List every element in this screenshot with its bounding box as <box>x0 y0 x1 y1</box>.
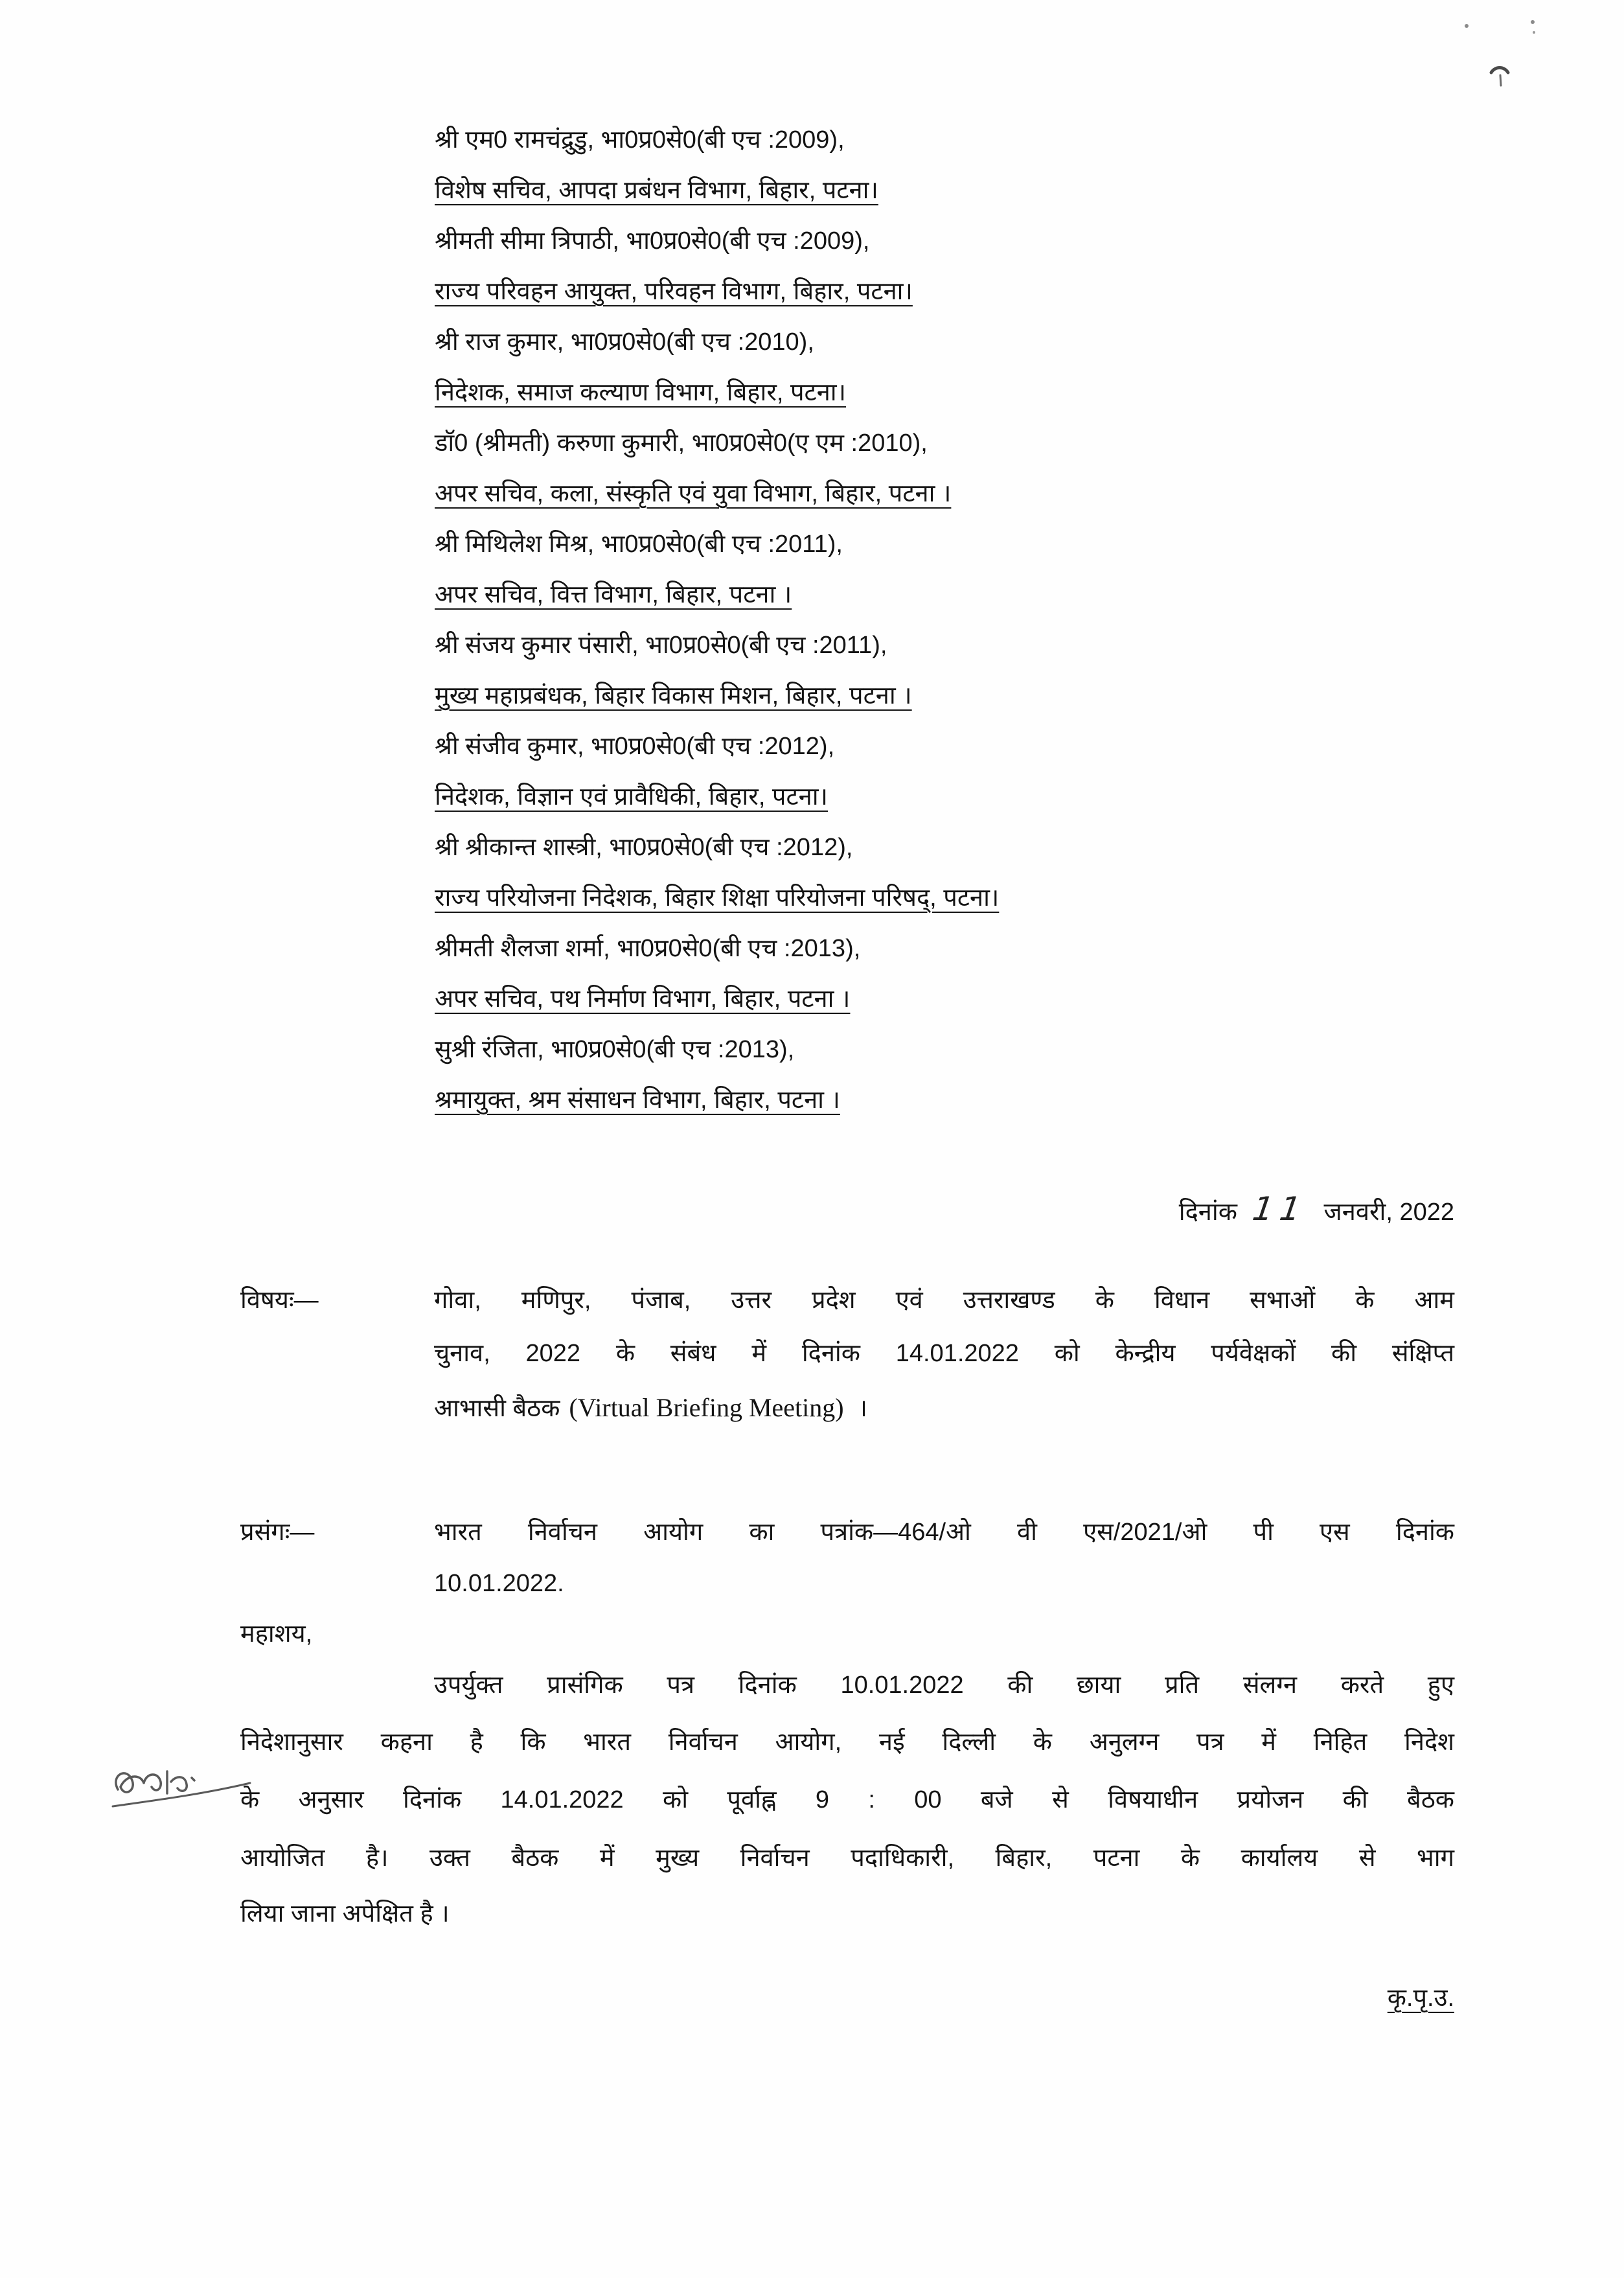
recipient-designation: राज्य परियोजना निदेशक, बिहार शिक्षा परियोजना परिषद्, पटना। <box>435 884 1000 912</box>
recipient-designation: अपर सचिव, वित्त विभाग, बिहार, पटना । <box>435 581 792 608</box>
recipient-name: श्री एम0 रामचंद्रुडु, भा0प्र0से0(बी एच :2009), <box>435 126 845 154</box>
subject-full-stop: । <box>858 1395 867 1422</box>
scan-speck-marks <box>1451 10 1548 101</box>
recipient-designation: राज्य परिवहन आयुक्त, परिवहन विभाग, बिहार, पटना। <box>435 278 913 305</box>
body-line: आयोजित है। उक्त बैठक में मुख्य निर्वाचन पदाधिकारी, बिहार, पटना के कार्यालय से भाग <box>240 1845 1454 1872</box>
handwritten-initials-signature <box>104 1749 253 1827</box>
date-label: दिनांक <box>1178 1199 1237 1226</box>
please-turn-over-note: कृ.पृ.उ. <box>1387 1985 1454 2012</box>
recipient-designation: निदेशक, समाज कल्याण विभाग, बिहार, पटना। <box>435 379 847 406</box>
body-line: उपर्युक्त प्रासंगिक पत्र दिनांक 10.01.2022 की छाया प्रति संलग्न करते हुए <box>434 1672 1454 1699</box>
recipient-name: श्री संजय कुमार पंसारी, भा0प्र0से0(बी एच :2011), <box>435 632 887 659</box>
recipient-designation: अपर सचिव, पथ निर्माण विभाग, बिहार, पटना । <box>435 985 851 1013</box>
letter-date <box>1179 1186 1454 1232</box>
recipient-name: श्रीमती सीमा त्रिपाठी, भा0प्र0से0(बी एच :2009), <box>435 227 870 255</box>
reference-line: 10.01.2022. <box>434 1570 564 1597</box>
recipient-name: सुश्री रंजिता, भा0प्र0से0(बी एच :2013), <box>435 1036 795 1063</box>
subject-english-term: (Virtual Briefing Meeting) <box>569 1393 844 1422</box>
body-line: के अनुसार दिनांक 14.01.2022 को पूर्वाह्न 9 : 00 बजे से विषयाधीन प्रयोजन की बैठक <box>240 1786 1454 1813</box>
recipient-name: श्री संजीव कुमार, भा0प्र0से0(बी एच :2012), <box>435 733 835 760</box>
subject-line: गोवा, मणिपुर, पंजाब, उत्तर प्रदेश एवं उत्तराखण्ड के विधान सभाओं के आम <box>434 1287 1454 1314</box>
body-line: निदेशानुसार कहना है कि भारत निर्वाचन आयोग, नई दिल्ली के अनुलग्न पत्र में निहित निदेश <box>240 1729 1454 1756</box>
reference-label: प्रसंगः— <box>240 1519 315 1546</box>
salutation: महाशय, <box>240 1620 313 1648</box>
date-month-year: जनवरी, 2022 <box>1323 1199 1454 1226</box>
recipient-designation: मुख्य महाप्रबंधक, बिहार विकास मिशन, बिहार, पटना । <box>435 682 912 709</box>
subject-line: चुनाव, 2022 के संबंध में दिनांक 14.01.2022 को केन्द्रीय पर्यवेक्षकों की संक्षिप्त <box>434 1340 1454 1367</box>
recipient-designation: श्रमायुक्त, श्रम संसाधन विभाग, बिहार, पटना । <box>435 1087 840 1114</box>
recipient-designation: अपर सचिव, कला, संस्कृति एवं युवा विभाग, बिहार, पटना । <box>435 480 952 507</box>
date-day-handwritten: 11 <box>1250 1190 1310 1228</box>
subject-label: विषयः— <box>240 1287 319 1314</box>
recipient-name: श्रीमती शैलजा शर्मा, भा0प्र0से0(बी एच :2013), <box>435 935 861 962</box>
body-line: लिया जाना अपेक्षित है । <box>240 1900 450 1927</box>
recipient-name: श्री श्रीकान्त शास्त्री, भा0प्र0से0(बी एच :2012), <box>435 834 853 861</box>
recipient-name: श्री मिथिलेश मिश्र, भा0प्र0से0(बी एच :2011), <box>435 531 843 558</box>
recipient-name: श्री राज कुमार, भा0प्र0से0(बी एच :2010), <box>435 328 814 356</box>
reference-line: भारत निर्वाचन आयोग का पत्रांक—464/ओ वी एस/2021/ओ पी एस दिनांक <box>434 1519 1454 1546</box>
subject-line-text: आभासी बैठक <box>434 1395 560 1422</box>
recipient-designation: विशेष सचिव, आपदा प्रबंधन विभाग, बिहार, पटना। <box>435 177 878 204</box>
recipient-designation: निदेशक, विज्ञान एवं प्रावैधिकी, बिहार, पटना। <box>435 783 829 811</box>
subject-line <box>434 1390 1454 1426</box>
recipient-name: डॉ0 (श्रीमती) करुणा कुमारी, भा0प्र0से0(ए एम :2010), <box>435 430 928 457</box>
